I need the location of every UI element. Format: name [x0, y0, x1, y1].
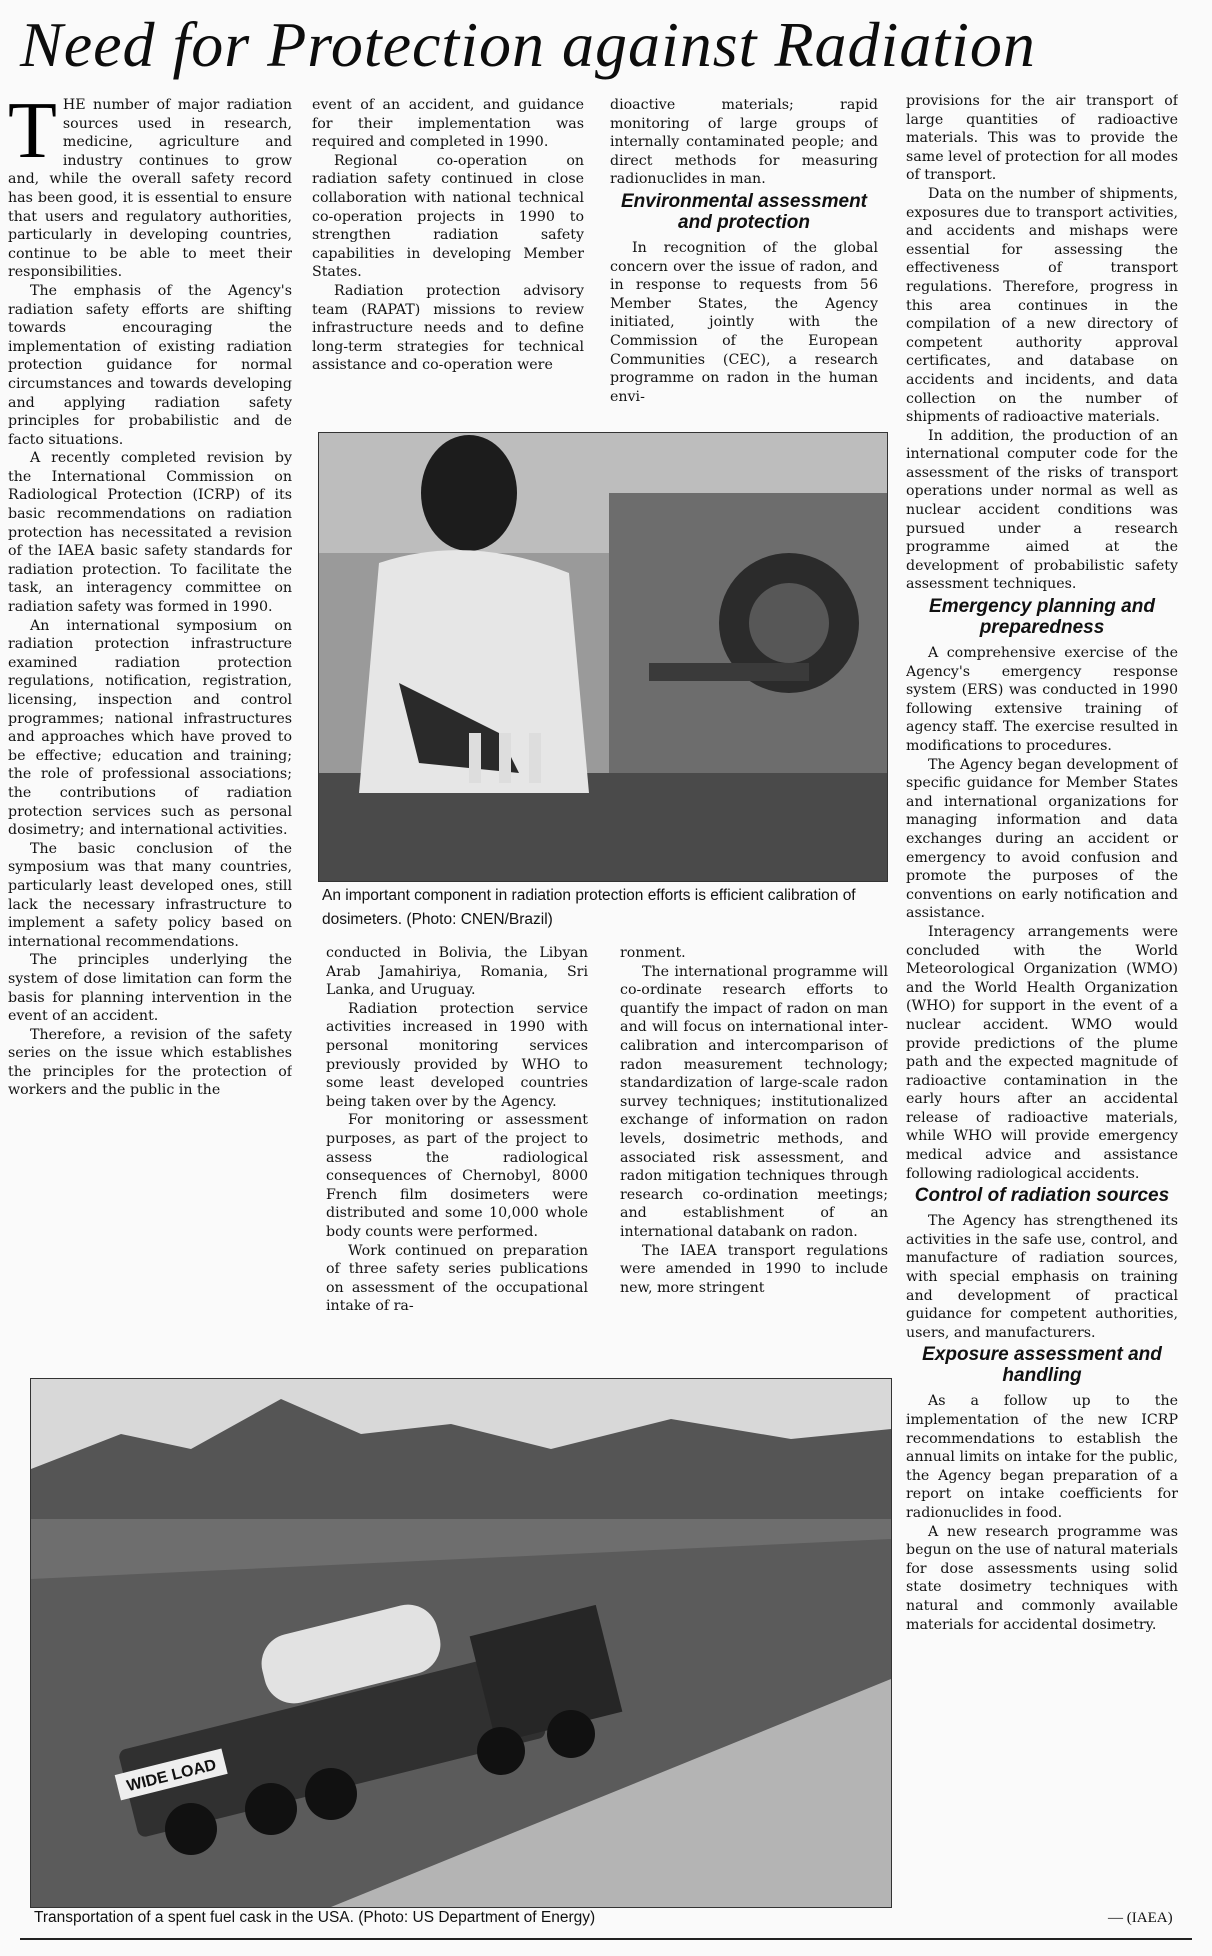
paragraph: event of an accident, and guidance for their implementation was required and completed in 1990. — [312, 97, 584, 151]
paragraph: A recently completed revision by the International Commission on Radiological Protection (ICRP) of its basic recommendations on radiation protection has necessitated a revision of the IAEA basic safety standards for radiation protection. To facilitate the task, an interagency committee on radiation safety was formed in 1990. — [8, 450, 292, 616]
paragraph: As a follow up to the implementation of the new ICRP recommendations to establish the annual limits on intake for the public, the Agency began preparation of a report on intake coefficients for radionuclides in food. — [906, 1393, 1178, 1521]
photo-illustration — [31, 1379, 891, 1907]
section-heading-control: Control of radiation sources — [914, 1185, 1170, 1207]
paragraph: The IAEA transport regulations were amended in 1990 to include new, more stringent — [620, 1242, 888, 1296]
paragraph: In recognition of the global concern over the issue of radon, and in response to requests from 56 Member States, the Agency initiated, jointly with the Commission of the European Communities (CEC), a research programme on radon in the human envi- — [610, 239, 878, 405]
paragraph: provisions for the air transport of large quantities of radioactive materials. This was to provide the same level of protection for all modes of transport. — [906, 93, 1178, 184]
section-heading-emergency: Emergency planning and preparedness — [929, 596, 1155, 639]
paragraph: The emphasis of the Agency's radiation safety efforts are shifting towards encouraging the implementation of existing radiation protection guidance for normal circumstances and towards developing and applying radiation safety principles for probabilistic and de facto situations. — [8, 282, 292, 448]
column-4 — [906, 92, 1178, 1918]
paragraph: A new research programme was begun on the use of natural materials for dose assessments using solid state dosimetry techniques with natural and commonly available materials for accidental dosimetry. — [906, 1523, 1178, 1633]
paragraph: In addition, the production of an international computer code for the assessment of the risks of transport operations under normal as well as nuclear accident conditions was pursued under a research programme aimed at the development of probabilistic safety assessment techniques. — [906, 427, 1178, 593]
paragraph: Interagency arrangements were concluded with the World Meteorological Organization (WMO) and the World Health Organization (WHO) for support in the event of a nuclear accident. WMO would provide predictions of the plume path and the expected magnitude of radioactive contamination in the early hours after an accidental release of radioactive materials, while WHO will provide emergency medical advice and assistance following radiological accidents. — [906, 923, 1178, 1182]
wide-load-text: WIDE LOAD — [125, 1756, 219, 1796]
paragraph: Data on the number of shipments, exposures due to transport activities, and accidents and mishaps were essential for assessing the effectiveness of transport regulations. Therefore, progress in this area continues in the compilation of a new directory of competent authority approval certificates, and database on accidents and incidents, and data collection on the number of shipments of radioactive materials. — [906, 185, 1178, 426]
photo-illustration — [319, 433, 887, 881]
paragraph: The Agency began development of specific guidance for Member States and international organizations for managing information and data exchanges during an accident or emergency to avoid confusion and promote the purposes of the conventions on early notification and assistance. — [906, 756, 1178, 922]
column-2-top — [312, 96, 584, 414]
article-credit: — (IAEA) — [1108, 1910, 1173, 1926]
column-3-bottom — [620, 944, 888, 1364]
photo-caption-dosimeter: An important component in radiation protection efforts is efficient calibration of dosimeters. (Photo: CNEN/Brazil) — [322, 887, 856, 928]
paragraph: A comprehensive exercise of the Agency's emergency response system (ERS) was conducted in 1990 following extensive training of agency staff. The exercise resulted in modifications to procedures. — [906, 645, 1178, 754]
bottom-rule — [20, 1938, 1192, 1940]
paragraph: Radiation protection advisory team (RAPAT) missions to review infrastructure needs and to define long-term strategies for technical assistance and co-operation were — [312, 282, 584, 374]
paragraph: The Agency has strengthened its activities in the safe use, control, and manufacture of radiation sources, with special emphasis on training and development of practical guidance for competent authorities, users, and manufacturers. — [906, 1213, 1178, 1341]
paragraph: Radiation protection service activities increased in 1990 with personal monitoring services previously provided by WHO to some least developed countries being taken over by the Agency. — [326, 1000, 588, 1110]
photo-spent-fuel-cask — [30, 1378, 892, 1908]
paragraph: Therefore, a revision of the safety series on the issue which establishes the principles for the protection of workers and the public in the — [8, 1026, 292, 1099]
paragraph: Regional co-operation on radiation safety continued in close collaboration with national technical co-operation projects in 1990 to strengthen radiation safety capabilities in developing Member States. — [312, 152, 584, 281]
drop-cap: T — [8, 96, 57, 175]
column-1 — [8, 96, 292, 1368]
paragraph: THE number of major radiation sources used in research, medicine, agriculture and industry continues to grow and, while the overall safety record has been good, it is essential to ensure that users and regulatory authorities, particularly in developing countries, continue to be able to meet their responsibilities. — [8, 96, 292, 281]
paragraph: dioactive materials; rapid monitoring of large groups of internally contaminated people; and direct methods for measuring radionuclides in man. — [610, 97, 878, 188]
paragraph: The international programme will co-ordinate research efforts to quantify the impact of radon on man and will focus on international inter-calibration and intercomparison of radon measurement technology; standardization of large-scale radon survey techniques; institutionalized exchange of information on radon levels, dosimetric methods, and associated risk assessment, and radon mitigation techniques through research co-ordination meetings; and establishment of an international databank on radon. — [620, 963, 888, 1240]
paragraph: An international symposium on radiation protection infrastructure examined radiation protection regulations, notification, registration, licensing, inspection and control programmes; national infrastructures and approaches which have proved to be effective; education and training; the role of professional associations; the contributions of radiation protection services such as personal dosimetry; and international activities. — [8, 617, 292, 839]
photo-caption-transport: Transportation of a spent fuel cask in the USA. (Photo: US Department of Energy) — [34, 1909, 596, 1926]
paragraph: The principles underlying the system of dose limitation can form the basis for planning intervention in the event of an accident. — [8, 952, 292, 1025]
column-3-top — [610, 96, 878, 418]
section-heading-exposure: Exposure assessment and handling — [922, 1344, 1162, 1387]
photo-dosimeter-calibration — [318, 432, 888, 882]
paragraph: conducted in Bolivia, the Libyan Arab Jamahiriya, Romania, Sri Lanka, and Uruguay. — [326, 945, 588, 999]
article-title: Need for Protection against Radiation — [20, 9, 1036, 80]
column-2-bottom — [326, 944, 588, 1364]
paragraph: Work continued on preparation of three safety series publications on assessment of the occupational intake of ra- — [326, 1242, 588, 1315]
paragraph: ronment. — [620, 945, 686, 961]
paragraph: The basic conclusion of the symposium was that many countries, particularly least developed ones, still lack the necessary infrastructure to implement a safety policy based on international recommendations. — [8, 840, 292, 950]
section-heading-environmental: Environmental assessment and protection — [620, 190, 868, 233]
paragraph: For monitoring or assessment purposes, as part of the project to assess the radiological consequences of Chernobyl, 8000 French film dosimeters were distributed and some 10,000 whole body counts were performed. — [326, 1112, 588, 1240]
